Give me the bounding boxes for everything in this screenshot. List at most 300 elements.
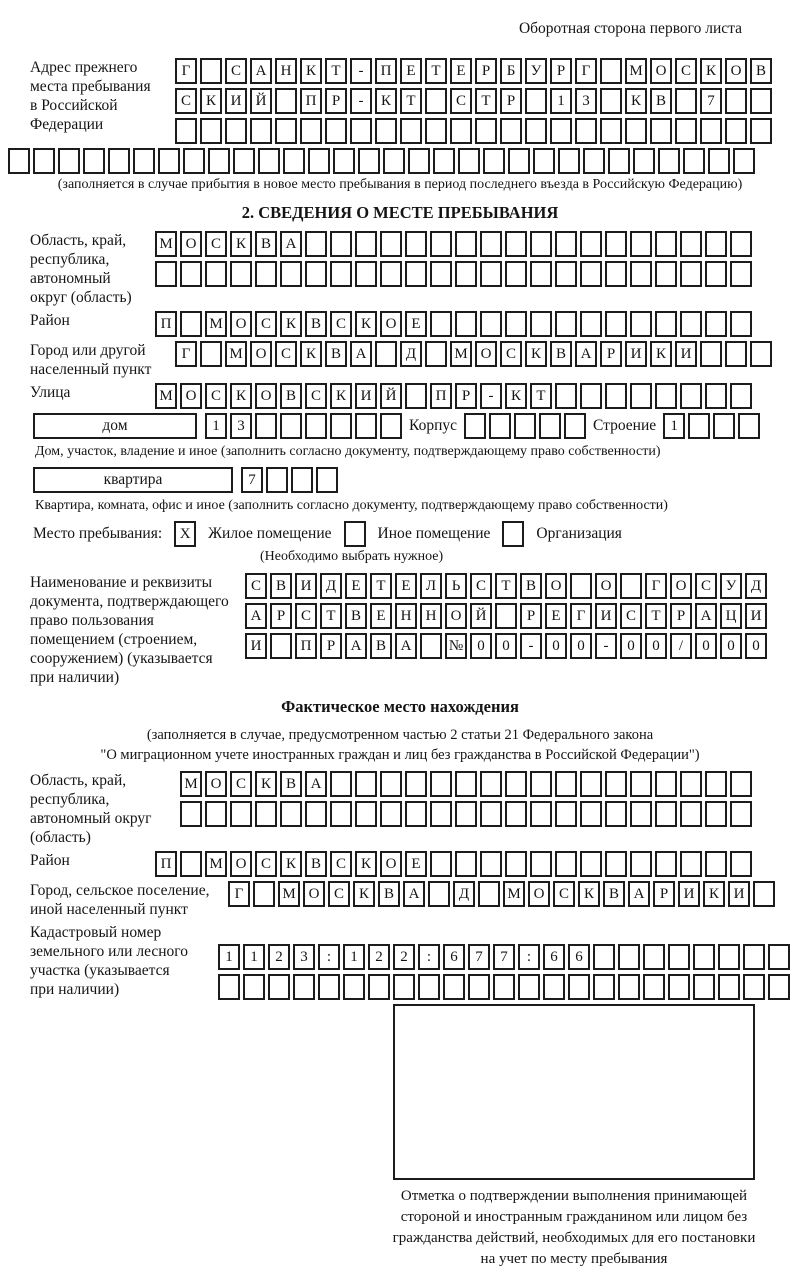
char-box[interactable]	[200, 118, 222, 144]
char-box[interactable]	[258, 148, 280, 174]
char-box[interactable]	[705, 261, 727, 287]
char-box[interactable]	[253, 881, 275, 907]
char-box[interactable]	[108, 148, 130, 174]
char-box[interactable]: Т	[400, 88, 422, 114]
char-box[interactable]	[455, 851, 477, 877]
char-box[interactable]	[458, 148, 480, 174]
char-box[interactable]	[505, 801, 527, 827]
char-box[interactable]: М	[155, 383, 177, 409]
char-box[interactable]	[633, 148, 655, 174]
char-box[interactable]	[405, 261, 427, 287]
char-box[interactable]	[555, 311, 577, 337]
char-box[interactable]: Е	[400, 58, 422, 84]
char-box[interactable]: В	[280, 383, 302, 409]
char-box[interactable]: 0	[545, 633, 567, 659]
char-box[interactable]: /	[670, 633, 692, 659]
char-box[interactable]	[605, 851, 627, 877]
char-box[interactable]: 3	[230, 413, 252, 439]
char-box[interactable]	[375, 118, 397, 144]
house-type-box[interactable]: дом	[33, 413, 197, 439]
char-box[interactable]: П	[155, 311, 177, 337]
char-box[interactable]	[455, 771, 477, 797]
char-box[interactable]: 1	[205, 413, 227, 439]
char-box[interactable]	[333, 148, 355, 174]
char-box[interactable]: Р	[455, 383, 477, 409]
char-box[interactable]: А	[245, 603, 267, 629]
char-box[interactable]: Р	[475, 58, 497, 84]
char-box[interactable]	[180, 851, 202, 877]
char-box[interactable]: У	[525, 58, 547, 84]
char-box[interactable]	[505, 261, 527, 287]
char-box[interactable]: В	[345, 603, 367, 629]
char-box[interactable]	[630, 771, 652, 797]
char-box[interactable]	[630, 261, 652, 287]
char-box[interactable]	[530, 851, 552, 877]
char-box[interactable]: П	[295, 633, 317, 659]
char-box[interactable]	[305, 801, 327, 827]
char-box[interactable]	[8, 148, 30, 174]
char-box[interactable]: О	[528, 881, 550, 907]
char-box[interactable]: Г	[175, 341, 197, 367]
char-box[interactable]	[455, 311, 477, 337]
char-box[interactable]	[200, 58, 222, 84]
char-box[interactable]	[133, 148, 155, 174]
char-box[interactable]: С	[330, 851, 352, 877]
char-box[interactable]	[525, 118, 547, 144]
char-box[interactable]	[343, 974, 365, 1000]
char-box[interactable]: И	[675, 341, 697, 367]
char-box[interactable]	[730, 231, 752, 257]
char-box[interactable]: У	[720, 573, 742, 599]
char-box[interactable]	[383, 148, 405, 174]
char-box[interactable]: С	[255, 311, 277, 337]
char-box[interactable]	[243, 974, 265, 1000]
char-box[interactable]: Е	[345, 573, 367, 599]
char-box[interactable]: К	[300, 58, 322, 84]
char-box[interactable]	[580, 311, 602, 337]
char-box[interactable]	[625, 118, 647, 144]
char-box[interactable]	[330, 801, 352, 827]
char-box[interactable]: К	[230, 231, 252, 257]
char-box[interactable]	[305, 413, 327, 439]
char-box[interactable]: 1	[550, 88, 572, 114]
char-box[interactable]	[316, 467, 338, 493]
char-box[interactable]: П	[375, 58, 397, 84]
char-box[interactable]	[430, 851, 452, 877]
char-box[interactable]	[580, 801, 602, 827]
char-box[interactable]: Р	[520, 603, 542, 629]
char-box[interactable]: 1	[218, 944, 240, 970]
char-box[interactable]: С	[225, 58, 247, 84]
char-box[interactable]: К	[578, 881, 600, 907]
char-box[interactable]: Д	[400, 341, 422, 367]
char-box[interactable]: В	[378, 881, 400, 907]
char-box[interactable]	[630, 851, 652, 877]
char-box[interactable]	[725, 341, 747, 367]
char-box[interactable]	[205, 801, 227, 827]
char-box[interactable]: К	[703, 881, 725, 907]
char-box[interactable]: В	[603, 881, 625, 907]
char-box[interactable]: Г	[570, 603, 592, 629]
char-box[interactable]	[700, 341, 722, 367]
char-box[interactable]	[713, 413, 735, 439]
char-box[interactable]: Р	[500, 88, 522, 114]
char-box[interactable]	[580, 851, 602, 877]
char-box[interactable]: И	[678, 881, 700, 907]
char-box[interactable]: М	[205, 311, 227, 337]
char-box[interactable]	[655, 231, 677, 257]
char-box[interactable]	[275, 118, 297, 144]
char-box[interactable]: М	[450, 341, 472, 367]
char-box[interactable]: А	[350, 341, 372, 367]
char-box[interactable]	[630, 231, 652, 257]
char-box[interactable]	[583, 148, 605, 174]
char-box[interactable]: С	[305, 383, 327, 409]
char-box[interactable]	[405, 771, 427, 797]
char-box[interactable]: 0	[570, 633, 592, 659]
char-box[interactable]	[430, 261, 452, 287]
char-box[interactable]	[555, 801, 577, 827]
char-box[interactable]	[530, 801, 552, 827]
char-box[interactable]	[730, 851, 752, 877]
char-box[interactable]	[730, 383, 752, 409]
char-box[interactable]	[455, 261, 477, 287]
char-box[interactable]	[180, 311, 202, 337]
char-box[interactable]	[643, 974, 665, 1000]
char-box[interactable]	[655, 311, 677, 337]
char-box[interactable]: А	[575, 341, 597, 367]
char-box[interactable]	[705, 383, 727, 409]
char-box[interactable]: Т	[370, 573, 392, 599]
char-box[interactable]: 0	[470, 633, 492, 659]
char-box[interactable]	[430, 231, 452, 257]
char-box[interactable]	[350, 118, 372, 144]
char-box[interactable]	[750, 88, 772, 114]
char-box[interactable]	[543, 974, 565, 1000]
char-box[interactable]: Е	[405, 851, 427, 877]
char-box[interactable]: К	[525, 341, 547, 367]
char-box[interactable]	[400, 118, 422, 144]
char-box[interactable]: Г	[175, 58, 197, 84]
char-box[interactable]: О	[475, 341, 497, 367]
char-box[interactable]: В	[370, 633, 392, 659]
char-box[interactable]: О	[545, 573, 567, 599]
char-box[interactable]: 7	[493, 944, 515, 970]
char-box[interactable]	[433, 148, 455, 174]
char-box[interactable]: 0	[695, 633, 717, 659]
char-box[interactable]	[530, 261, 552, 287]
char-box[interactable]	[605, 383, 627, 409]
char-box[interactable]	[275, 88, 297, 114]
char-box[interactable]	[380, 231, 402, 257]
char-box[interactable]: О	[725, 58, 747, 84]
char-box[interactable]	[425, 88, 447, 114]
char-box[interactable]	[291, 467, 313, 493]
char-box[interactable]	[505, 311, 527, 337]
char-box[interactable]: Р	[320, 633, 342, 659]
char-box[interactable]	[393, 974, 415, 1000]
char-box[interactable]	[705, 231, 727, 257]
char-box[interactable]: Т	[425, 58, 447, 84]
char-box[interactable]: В	[305, 311, 327, 337]
char-box[interactable]	[250, 118, 272, 144]
char-box[interactable]	[180, 801, 202, 827]
char-box[interactable]	[330, 231, 352, 257]
char-box[interactable]	[405, 231, 427, 257]
char-box[interactable]: 2	[268, 944, 290, 970]
char-box[interactable]	[464, 413, 486, 439]
char-box[interactable]: О	[380, 311, 402, 337]
char-box[interactable]	[655, 851, 677, 877]
char-box[interactable]: 0	[495, 633, 517, 659]
char-box[interactable]	[495, 603, 517, 629]
char-box[interactable]: С	[695, 573, 717, 599]
char-box[interactable]	[753, 881, 775, 907]
char-box[interactable]: О	[230, 311, 252, 337]
char-box[interactable]: М	[278, 881, 300, 907]
char-box[interactable]	[630, 801, 652, 827]
char-box[interactable]: -	[350, 58, 372, 84]
char-box[interactable]: И	[245, 633, 267, 659]
char-box[interactable]: В	[255, 231, 277, 257]
char-box[interactable]	[368, 974, 390, 1000]
char-box[interactable]	[480, 261, 502, 287]
char-box[interactable]	[33, 148, 55, 174]
char-box[interactable]: С	[675, 58, 697, 84]
char-box[interactable]	[680, 311, 702, 337]
char-box[interactable]	[305, 231, 327, 257]
char-box[interactable]	[268, 974, 290, 1000]
char-box[interactable]: В	[750, 58, 772, 84]
char-box[interactable]: К	[300, 341, 322, 367]
char-box[interactable]: М	[155, 231, 177, 257]
char-box[interactable]	[718, 944, 740, 970]
char-box[interactable]	[483, 148, 505, 174]
char-box[interactable]: П	[430, 383, 452, 409]
char-box[interactable]: К	[625, 88, 647, 114]
char-box[interactable]: Р	[550, 58, 572, 84]
char-box[interactable]	[443, 974, 465, 1000]
char-box[interactable]: Б	[500, 58, 522, 84]
char-box[interactable]	[705, 771, 727, 797]
char-box[interactable]: С	[205, 383, 227, 409]
char-box[interactable]	[530, 311, 552, 337]
char-box[interactable]: -	[595, 633, 617, 659]
char-box[interactable]: О	[303, 881, 325, 907]
char-box[interactable]	[580, 231, 602, 257]
char-box[interactable]: Т	[475, 88, 497, 114]
char-box[interactable]	[730, 311, 752, 337]
char-box[interactable]: К	[255, 771, 277, 797]
stay-type-checkbox-organization[interactable]	[502, 521, 524, 547]
char-box[interactable]: А	[628, 881, 650, 907]
char-box[interactable]	[480, 771, 502, 797]
char-box[interactable]	[380, 771, 402, 797]
char-box[interactable]: С	[330, 311, 352, 337]
char-box[interactable]: Е	[450, 58, 472, 84]
char-box[interactable]	[280, 413, 302, 439]
char-box[interactable]: К	[355, 851, 377, 877]
char-box[interactable]: О	[230, 851, 252, 877]
char-box[interactable]	[493, 974, 515, 1000]
char-box[interactable]: 6	[568, 944, 590, 970]
char-box[interactable]	[550, 118, 572, 144]
char-box[interactable]	[183, 148, 205, 174]
char-box[interactable]	[300, 118, 322, 144]
char-box[interactable]: К	[200, 88, 222, 114]
char-box[interactable]	[355, 261, 377, 287]
char-box[interactable]: Р	[325, 88, 347, 114]
char-box[interactable]	[280, 801, 302, 827]
char-box[interactable]	[330, 771, 352, 797]
char-box[interactable]	[355, 801, 377, 827]
char-box[interactable]	[668, 974, 690, 1000]
char-box[interactable]	[355, 771, 377, 797]
char-box[interactable]: М	[225, 341, 247, 367]
char-box[interactable]	[255, 413, 277, 439]
char-box[interactable]	[158, 148, 180, 174]
char-box[interactable]: А	[395, 633, 417, 659]
char-box[interactable]	[318, 974, 340, 1000]
char-box[interactable]	[208, 148, 230, 174]
char-box[interactable]	[580, 771, 602, 797]
char-box[interactable]: 0	[720, 633, 742, 659]
char-box[interactable]	[266, 467, 288, 493]
char-box[interactable]: 7	[241, 467, 263, 493]
char-box[interactable]	[255, 261, 277, 287]
char-box[interactable]	[205, 261, 227, 287]
char-box[interactable]	[280, 261, 302, 287]
char-box[interactable]	[593, 944, 615, 970]
char-box[interactable]	[533, 148, 555, 174]
char-box[interactable]: О	[380, 851, 402, 877]
char-box[interactable]	[539, 413, 561, 439]
char-box[interactable]: №	[445, 633, 467, 659]
char-box[interactable]: О	[445, 603, 467, 629]
char-box[interactable]	[705, 851, 727, 877]
char-box[interactable]: Е	[370, 603, 392, 629]
char-box[interactable]	[688, 413, 710, 439]
char-box[interactable]: О	[250, 341, 272, 367]
char-box[interactable]: С	[620, 603, 642, 629]
char-box[interactable]: 1	[663, 413, 685, 439]
char-box[interactable]: Е	[545, 603, 567, 629]
char-box[interactable]: А	[345, 633, 367, 659]
char-box[interactable]	[655, 261, 677, 287]
char-box[interactable]	[620, 573, 642, 599]
char-box[interactable]: С	[205, 231, 227, 257]
char-box[interactable]: И	[625, 341, 647, 367]
char-box[interactable]: С	[450, 88, 472, 114]
char-box[interactable]	[730, 771, 752, 797]
char-box[interactable]	[480, 311, 502, 337]
char-box[interactable]	[693, 974, 715, 1000]
char-box[interactable]: О	[670, 573, 692, 599]
char-box[interactable]	[514, 413, 536, 439]
char-box[interactable]	[283, 148, 305, 174]
char-box[interactable]: И	[745, 603, 767, 629]
char-box[interactable]: А	[403, 881, 425, 907]
char-box[interactable]: Н	[420, 603, 442, 629]
char-box[interactable]: Р	[270, 603, 292, 629]
char-box[interactable]	[420, 633, 442, 659]
char-box[interactable]	[708, 148, 730, 174]
char-box[interactable]	[450, 118, 472, 144]
char-box[interactable]: К	[230, 383, 252, 409]
char-box[interactable]	[230, 261, 252, 287]
char-box[interactable]: И	[728, 881, 750, 907]
char-box[interactable]: П	[155, 851, 177, 877]
char-box[interactable]	[605, 801, 627, 827]
char-box[interactable]	[655, 801, 677, 827]
char-box[interactable]	[738, 413, 760, 439]
char-box[interactable]: П	[300, 88, 322, 114]
char-box[interactable]: С	[295, 603, 317, 629]
char-box[interactable]: М	[503, 881, 525, 907]
char-box[interactable]: Н	[395, 603, 417, 629]
char-box[interactable]: К	[650, 341, 672, 367]
char-box[interactable]	[568, 974, 590, 1000]
char-box[interactable]	[505, 231, 527, 257]
char-box[interactable]: С	[175, 88, 197, 114]
char-box[interactable]: С	[275, 341, 297, 367]
char-box[interactable]: К	[280, 851, 302, 877]
char-box[interactable]	[428, 881, 450, 907]
char-box[interactable]: И	[355, 383, 377, 409]
char-box[interactable]: 0	[620, 633, 642, 659]
char-box[interactable]: Й	[250, 88, 272, 114]
char-box[interactable]	[405, 801, 427, 827]
char-box[interactable]: К	[353, 881, 375, 907]
char-box[interactable]	[480, 231, 502, 257]
char-box[interactable]: С	[255, 851, 277, 877]
char-box[interactable]	[564, 413, 586, 439]
char-box[interactable]: О	[650, 58, 672, 84]
char-box[interactable]	[605, 231, 627, 257]
char-box[interactable]: В	[325, 341, 347, 367]
char-box[interactable]	[680, 261, 702, 287]
char-box[interactable]: Н	[275, 58, 297, 84]
char-box[interactable]: А	[305, 771, 327, 797]
char-box[interactable]	[293, 974, 315, 1000]
char-box[interactable]: 0	[645, 633, 667, 659]
char-box[interactable]: Р	[653, 881, 675, 907]
char-box[interactable]: 1	[343, 944, 365, 970]
char-box[interactable]	[630, 383, 652, 409]
char-box[interactable]	[555, 771, 577, 797]
char-box[interactable]	[680, 801, 702, 827]
char-box[interactable]: 2	[393, 944, 415, 970]
char-box[interactable]	[730, 801, 752, 827]
char-box[interactable]: О	[255, 383, 277, 409]
char-box[interactable]	[408, 148, 430, 174]
char-box[interactable]: Т	[645, 603, 667, 629]
char-box[interactable]: С	[470, 573, 492, 599]
char-box[interactable]	[558, 148, 580, 174]
char-box[interactable]	[500, 118, 522, 144]
stay-type-checkbox-other[interactable]	[344, 521, 366, 547]
char-box[interactable]	[175, 118, 197, 144]
char-box[interactable]	[718, 974, 740, 1000]
char-box[interactable]: Л	[420, 573, 442, 599]
char-box[interactable]: В	[520, 573, 542, 599]
char-box[interactable]: К	[700, 58, 722, 84]
char-box[interactable]: 7	[700, 88, 722, 114]
char-box[interactable]	[655, 383, 677, 409]
char-box[interactable]	[700, 118, 722, 144]
char-box[interactable]	[643, 944, 665, 970]
char-box[interactable]: О	[205, 771, 227, 797]
